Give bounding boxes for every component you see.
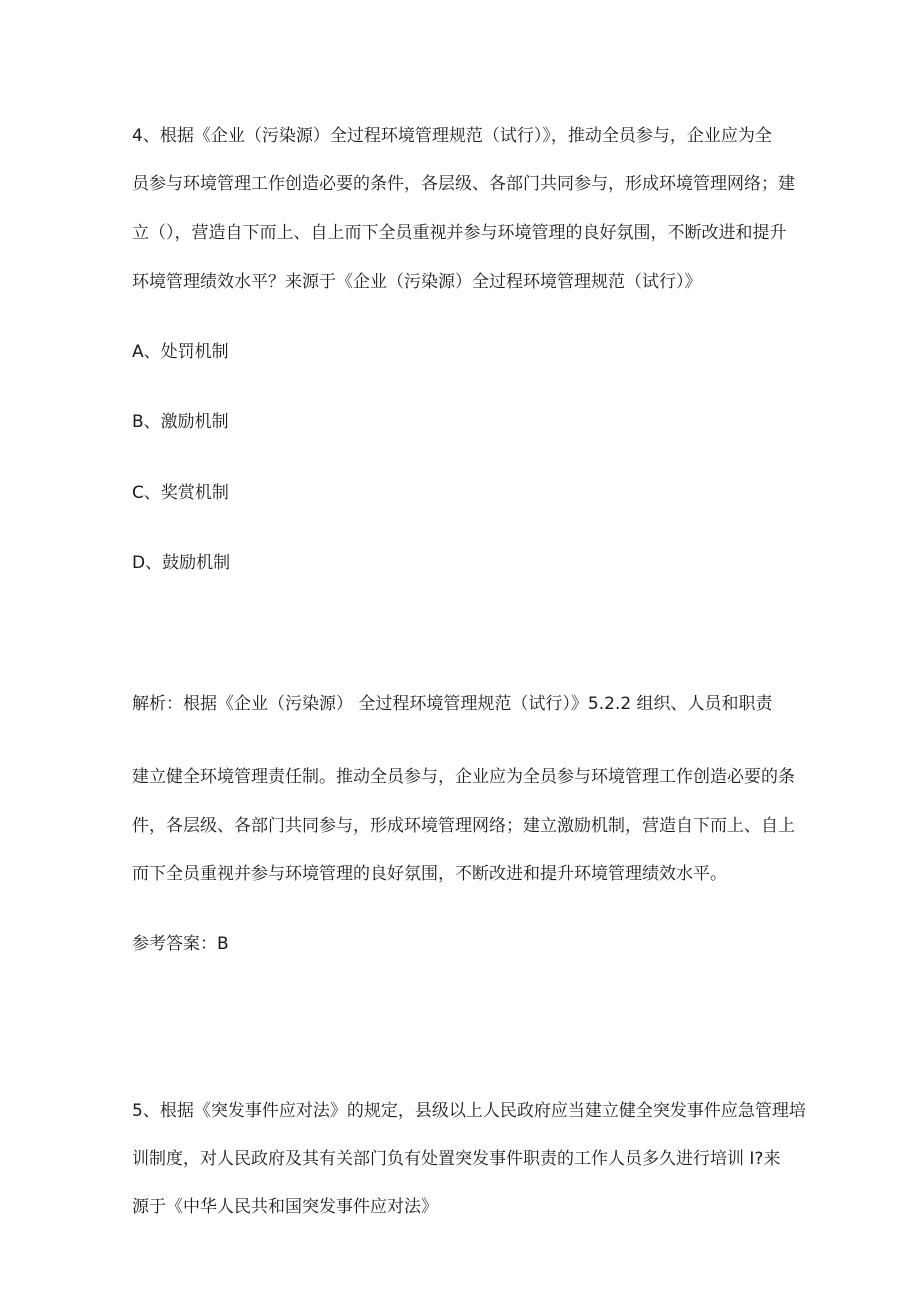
question-5-line-1: 5、根据《突发事件应对法》的规定，县级以上人民政府应当建立健全突发事件应急管理培 (132, 1101, 806, 1121)
reference-answer: 参考答案：B (132, 934, 229, 954)
option-b: B、激励机制 (132, 412, 229, 432)
analysis-line-1: 建立健全环境管理责任制。推动全员参与，企业应为全员参与环境管理工作创造必要的条 (132, 767, 795, 787)
question-4-line-1: 4、根据《企业（污染源）全过程环境管理规范（试行）》，推动全员参与，企业应为全 (132, 126, 772, 146)
question-4-line-2: 员参与环境管理工作创造必要的条件，各层级、各部门共同参与，形成环境管理网络；建 (132, 174, 795, 194)
question-5-line-3: 源于《中华人民共和国突发事件应对法》 (132, 1197, 438, 1217)
analysis-body (132, 765, 802, 886)
option-c: C、奖赏机制 (132, 483, 229, 503)
option-a: A、处罚机制 (132, 342, 229, 362)
question-4-line-4: 环境管理绩效水平？来源于《企业（污染源）全过程环境管理规范（试行）》 (132, 272, 702, 292)
analysis-heading: 解析：根据《企业（污染源） 全过程环境管理规范（试行）》5.2.2 组织、人员和职责 (132, 694, 773, 714)
question-4-line-3: 立（），营造自下而上、自上而下全员重视并参与环境管理的良好氛围，不断改进和提升 (132, 223, 787, 243)
option-d: D、鼓励机制 (132, 553, 231, 573)
analysis-line-2: 件，各层级、各部门共同参与，形成环境管理网络；建立激励机制，营造自下而上、自上 (132, 816, 795, 836)
analysis-line-3: 而下全员重视并参与环境管理的良好氛围，不断改进和提升环境管理绩效水平。 (132, 864, 727, 884)
question-5-text (132, 1099, 806, 1219)
question-4-text (132, 124, 802, 294)
question-5-line-2: 训制度，对人民政府及其有关部门负有处置突发事件职责的工作人员多久进行培训 I?来 (132, 1149, 781, 1169)
